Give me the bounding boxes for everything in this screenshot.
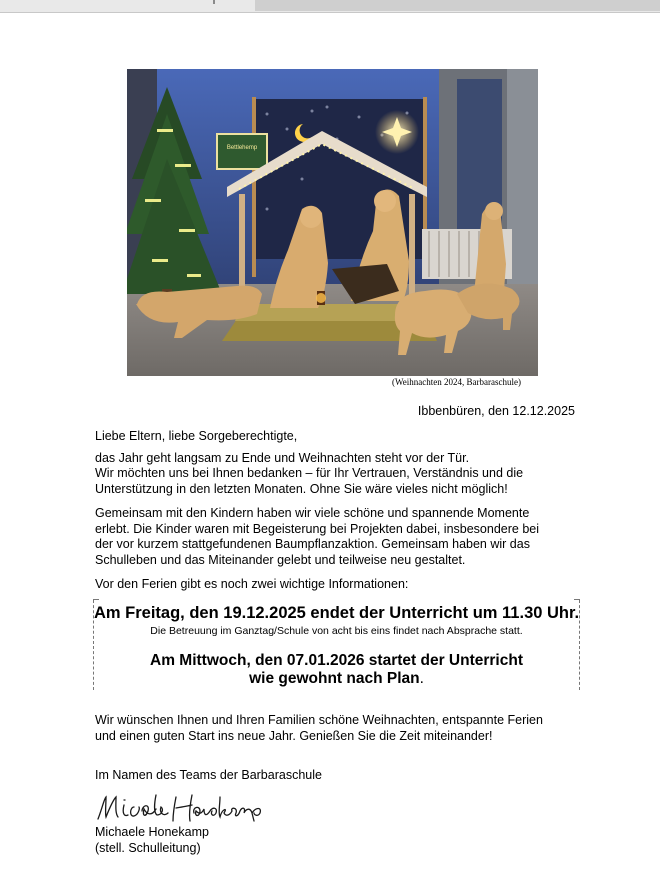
- info-note-care: Die Betreuung im Ganztag/Schule von acht bis eins findet nach Absprache statt.: [150, 625, 523, 637]
- paragraph-2-line-3: der vor kurzem stattgefundenen Baumpflanzaktion. Gemeinsam haben wir das: [95, 537, 530, 551]
- team-line: Im Namen des Teams der Barbaraschule: [95, 768, 322, 782]
- handwritten-signature: [94, 791, 269, 825]
- signer-role: (stell. Schulleitung): [95, 841, 201, 855]
- paragraph-2-line-2: erlebt. Die Kinder waren mit Begeisterung bei Projekten dabei, insbesondere bei: [95, 522, 540, 536]
- paragraph-2-line-4: Schulleben und das Miteinander gelebt und teilweise neu gestaltet.: [95, 553, 466, 567]
- signer-name: Michaele Honekamp: [95, 825, 209, 839]
- paragraph-2-line-1: Gemeinsam mit den Kindern haben wir viele schöne und spannende Momente: [95, 506, 530, 520]
- photo-caption: (Weihnachten 2024, Barbaraschule): [392, 377, 521, 387]
- window-top-bar: [0, 0, 660, 13]
- closing-line-2: und einen guten Start ins neue Jahr. Genießen Sie die Zeit miteinander!: [95, 729, 493, 743]
- nativity-scene-image: [127, 69, 538, 376]
- info-headline-wednesday: [94, 652, 579, 688]
- info-headline-wednesday-line-1: Am Mittwoch, den 07.01.2026 startet der Unterricht: [150, 652, 523, 669]
- salutation: Liebe Eltern, liebe Sorgeberechtigte,: [95, 429, 298, 443]
- closing-line-1: Wir wünschen Ihnen und Ihren Familien schöne Weihnachten, entspannte Ferien: [95, 713, 543, 727]
- ruler-tick: [213, 0, 215, 4]
- paragraph-1-line-3: Unterstützung in den letzten Monaten. Ohne Sie wäre vieles nicht möglich!: [95, 482, 508, 496]
- paragraph-1-line-2: Wir möchten uns bei Ihnen bedanken – für Ihr Vertrauen, Verständnis und die: [95, 466, 524, 480]
- paragraph-1-line-1: das Jahr geht langsam zu Ende und Weihnachten steht vor der Tür.: [95, 451, 470, 465]
- info-headline-wednesday-line-2: wie gewohnt nach Plan: [249, 670, 420, 687]
- date-line: Ibbenbüren, den 12.12.2025: [417, 404, 575, 418]
- info-headline-friday: Am Freitag, den 19.12.2025 endet der Unterricht um 11.30 Uhr.: [94, 604, 580, 622]
- scrollbar-track[interactable]: [255, 0, 660, 11]
- nativity-photo: [127, 69, 538, 376]
- info-headline-wednesday-period: .: [419, 670, 424, 687]
- sign-text: Bettlehemp: [226, 145, 258, 151]
- important-info-box: [93, 600, 580, 690]
- info-intro: Vor den Ferien gibt es noch zwei wichtige Informationen:: [95, 577, 409, 591]
